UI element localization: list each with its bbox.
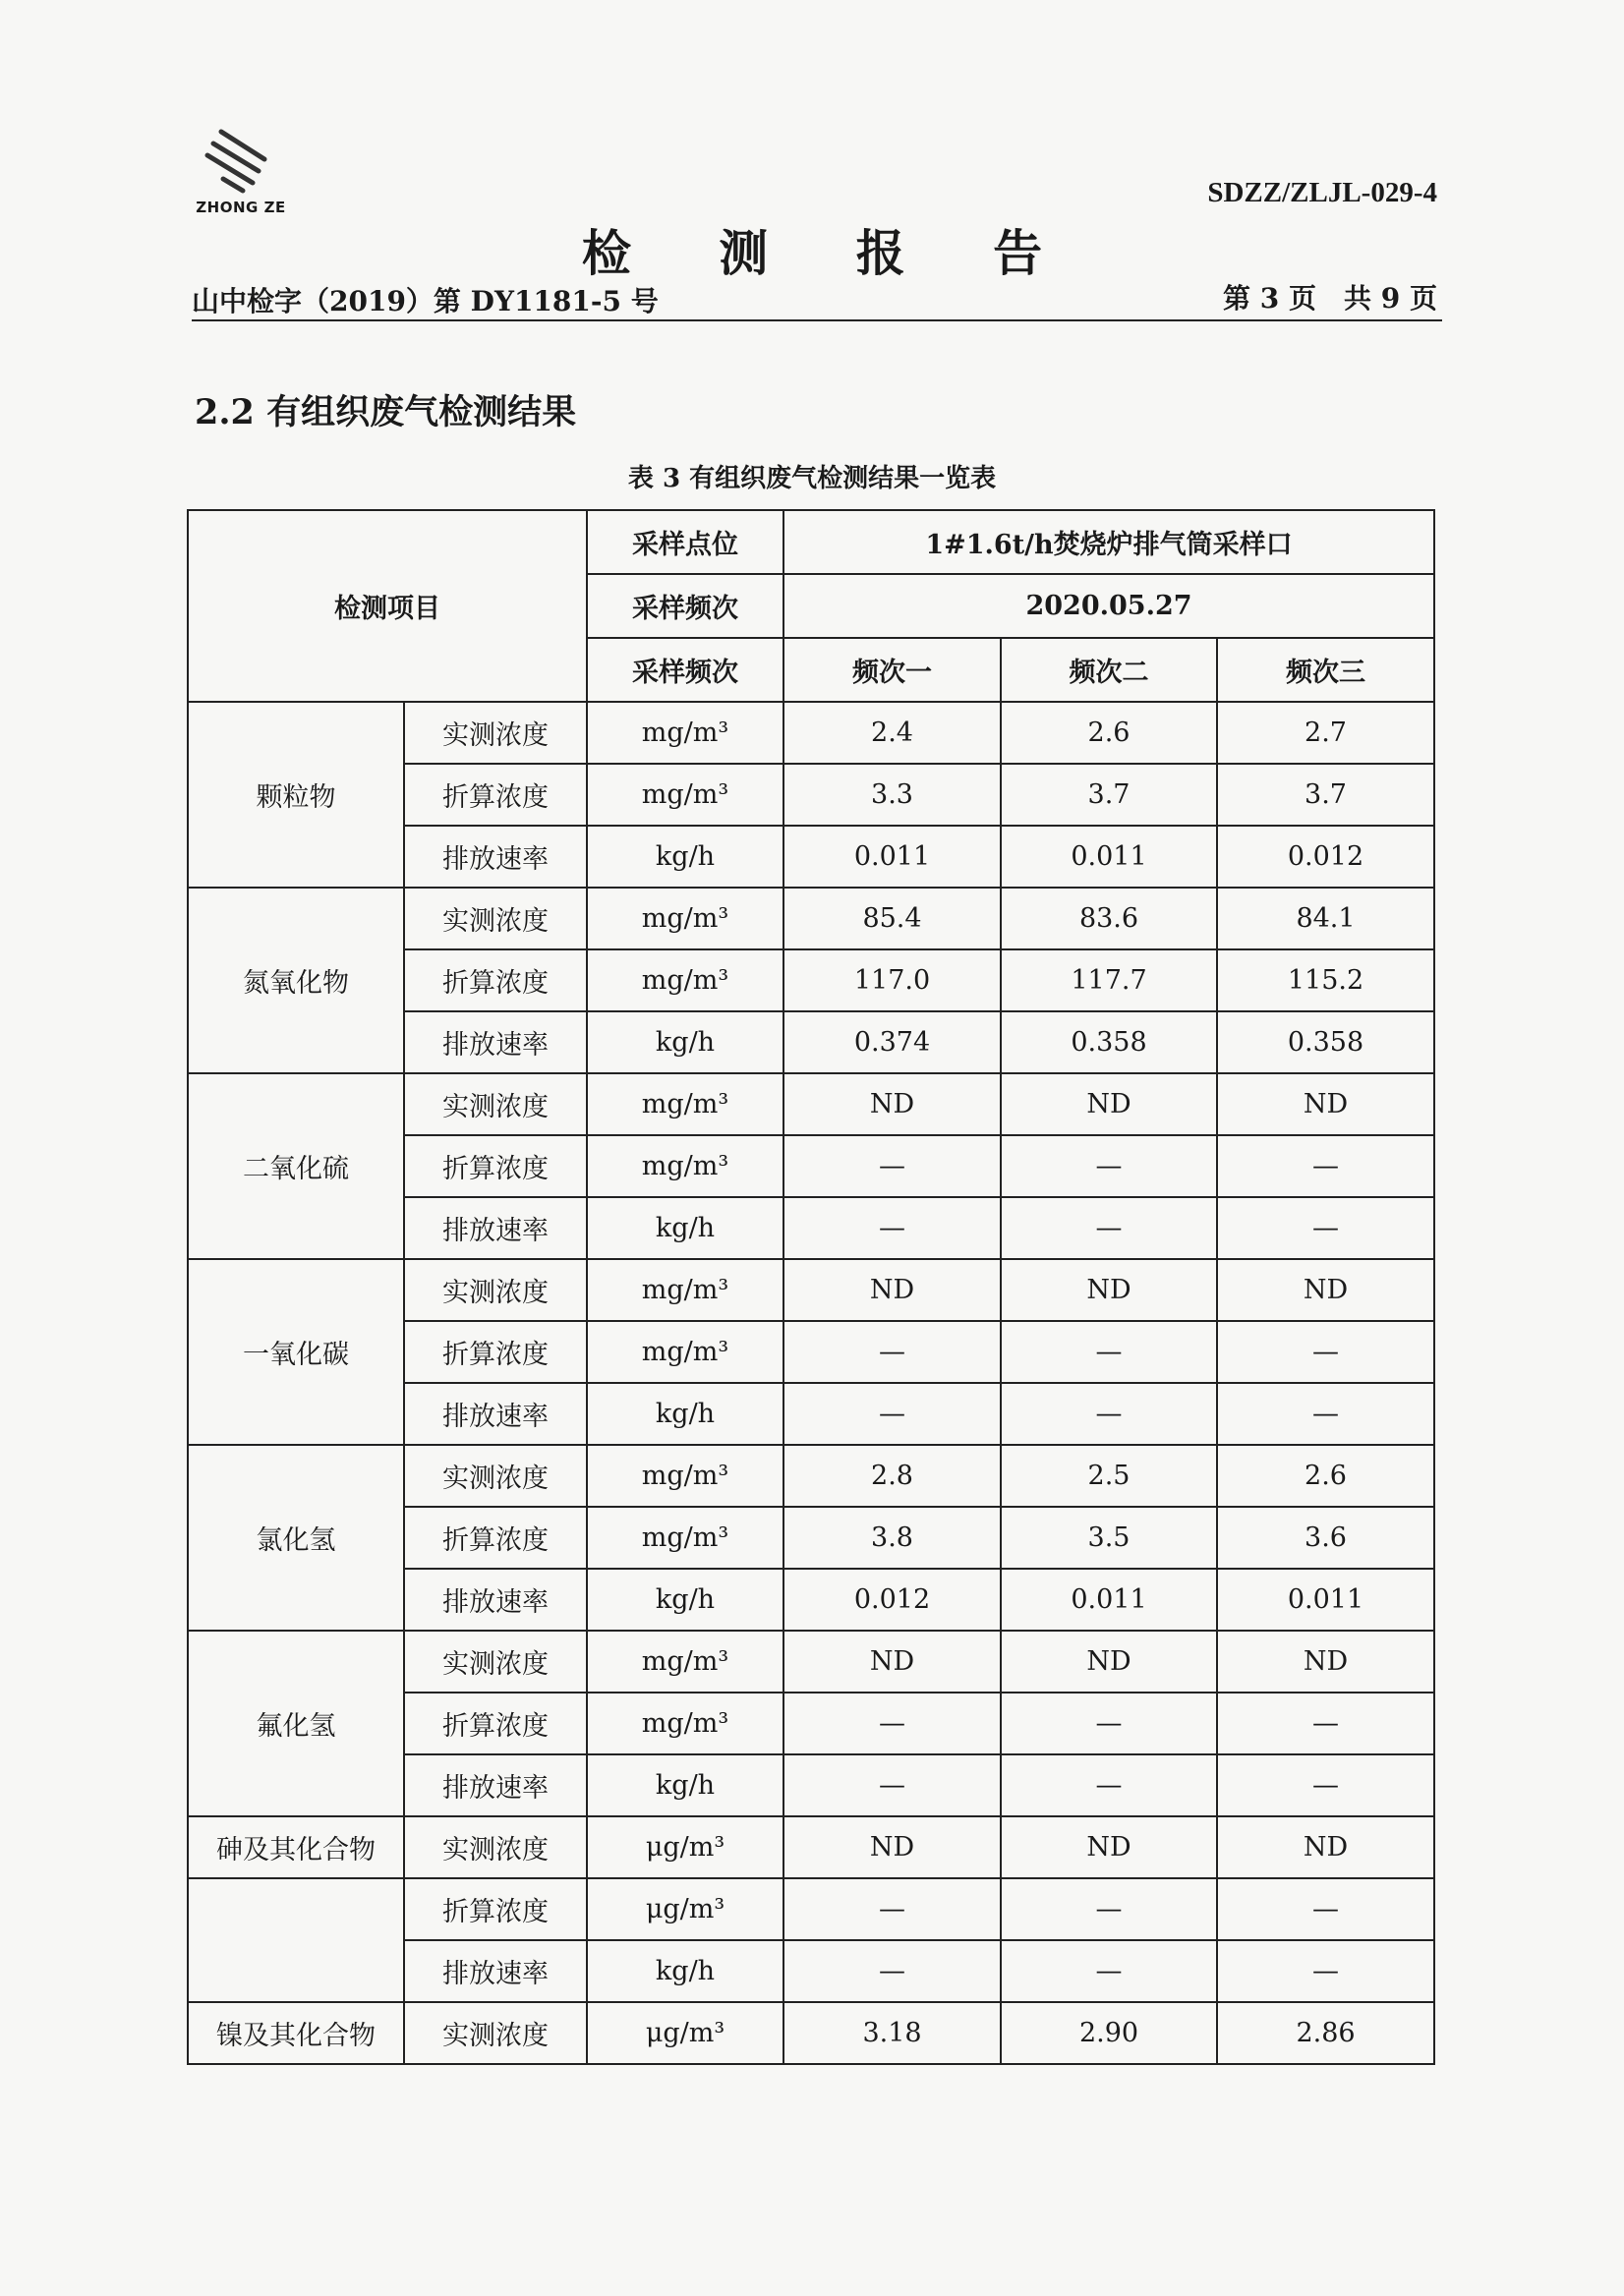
unit-cell: mg/m³ [587, 1445, 783, 1507]
value-cell: 0.374 [783, 1011, 1001, 1073]
parameter-name: 折算浓度 [404, 1693, 587, 1754]
value-cell: 3.7 [1217, 764, 1434, 826]
page-title: 检 测 报 告 [581, 224, 1078, 282]
value-cell: ND [1217, 1631, 1434, 1693]
value-cell: 83.6 [1001, 888, 1217, 949]
parameter-name: 实测浓度 [404, 888, 587, 949]
parameter-name: 折算浓度 [404, 1135, 587, 1197]
value-cell: — [1001, 1197, 1217, 1259]
frequency-header: 频次二 [1001, 638, 1217, 702]
value-cell: 3.7 [1001, 764, 1217, 826]
parameter-name: 排放速率 [404, 1383, 587, 1445]
company-logo [192, 126, 286, 219]
value-cell: — [783, 1383, 1001, 1445]
value-cell: 85.4 [783, 888, 1001, 949]
value-cell: ND [1001, 1631, 1217, 1693]
value-cell: — [1001, 1940, 1217, 2002]
value-cell: 3.6 [1217, 1507, 1434, 1569]
value-cell: ND [783, 1816, 1001, 1878]
value-cell: ND [1001, 1073, 1217, 1135]
table-row [188, 1816, 1434, 1878]
row-label-location: 采样点位 [587, 510, 783, 574]
unit-cell: kg/h [587, 1940, 783, 2002]
value-cell: 117.0 [783, 949, 1001, 1011]
pollutant-name: 氯化氢 [188, 1445, 404, 1631]
table-caption: 表 3 有组织废气检测结果一览表 [627, 464, 997, 493]
unit-cell: mg/m³ [587, 1321, 783, 1383]
section-title: 2.2 有组织废气检测结果 [195, 392, 577, 432]
unit-cell: mg/m³ [587, 1631, 783, 1693]
value-cell: ND [1001, 1816, 1217, 1878]
value-cell: 3.3 [783, 764, 1001, 826]
unit-cell: mg/m³ [587, 1073, 783, 1135]
value-cell: — [1217, 1383, 1434, 1445]
value-cell: — [783, 1878, 1001, 1940]
value-cell: — [1217, 1321, 1434, 1383]
parameter-name: 实测浓度 [404, 2002, 587, 2064]
parameter-name: 排放速率 [404, 1940, 587, 2002]
table-header-row [188, 510, 1434, 574]
value-cell: 0.011 [1001, 826, 1217, 888]
unit-cell: mg/m³ [587, 1135, 783, 1197]
unit-cell: kg/h [587, 1754, 783, 1816]
unit-cell: mg/m³ [587, 888, 783, 949]
pollutant-name: 颗粒物 [188, 702, 404, 888]
parameter-name: 排放速率 [404, 1011, 587, 1073]
unit-cell: mg/m³ [587, 949, 783, 1011]
value-cell: 115.2 [1217, 949, 1434, 1011]
pollutant-name: 镍及其化合物 [188, 2002, 404, 2064]
unit-cell: μg/m³ [587, 1878, 783, 1940]
value-cell: 2.6 [1001, 702, 1217, 764]
value-cell: ND [783, 1073, 1001, 1135]
unit-cell: μg/m³ [587, 2002, 783, 2064]
unit-cell: kg/h [587, 1011, 783, 1073]
value-cell: 0.358 [1217, 1011, 1434, 1073]
table-row [188, 702, 1434, 764]
value-cell: 3.18 [783, 2002, 1001, 2064]
value-cell: — [1217, 1693, 1434, 1754]
unit-cell: mg/m³ [587, 1507, 783, 1569]
parameter-name: 排放速率 [404, 1754, 587, 1816]
table-row [188, 1878, 1434, 1940]
value-cell: — [1217, 1878, 1434, 1940]
value-cell: — [1001, 1135, 1217, 1197]
logo-text: ZHONG ZE [196, 199, 286, 216]
table-row [188, 2002, 1434, 2064]
pollutant-name: 氮氧化物 [188, 888, 404, 1073]
value-cell: 2.7 [1217, 702, 1434, 764]
pollutant-name: 一氧化碳 [188, 1259, 404, 1445]
unit-cell: kg/h [587, 826, 783, 888]
parameter-name: 折算浓度 [404, 949, 587, 1011]
value-cell: 84.1 [1217, 888, 1434, 949]
results-table [187, 509, 1435, 2065]
frequency-header: 频次一 [783, 638, 1001, 702]
value-cell: — [1001, 1754, 1217, 1816]
pollutant-name: 砷及其化合物 [188, 1816, 404, 1878]
table-row [188, 1445, 1434, 1507]
value-cell: 2.86 [1217, 2002, 1434, 2064]
value-cell: — [783, 1321, 1001, 1383]
value-cell: — [783, 1693, 1001, 1754]
value-cell: 3.5 [1001, 1507, 1217, 1569]
value-cell: ND [783, 1631, 1001, 1693]
header-divider [192, 319, 1442, 321]
parameter-name: 折算浓度 [404, 1878, 587, 1940]
value-cell: ND [1217, 1816, 1434, 1878]
value-cell: 117.7 [1001, 949, 1217, 1011]
sampling-date: 2020.05.27 [783, 574, 1434, 638]
unit-cell: mg/m³ [587, 764, 783, 826]
unit-cell: kg/h [587, 1197, 783, 1259]
pollutant-name: 二氧化硫 [188, 1073, 404, 1259]
parameter-name: 排放速率 [404, 1569, 587, 1631]
value-cell: 0.012 [783, 1569, 1001, 1631]
unit-cell: mg/m³ [587, 1259, 783, 1321]
unit-cell: mg/m³ [587, 702, 783, 764]
parameter-name: 实测浓度 [404, 1816, 587, 1878]
pollutant-name: 氟化氢 [188, 1631, 404, 1816]
table-row [188, 1073, 1434, 1135]
value-cell: — [783, 1197, 1001, 1259]
unit-cell: kg/h [587, 1569, 783, 1631]
value-cell: 2.4 [783, 702, 1001, 764]
parameter-name: 实测浓度 [404, 1073, 587, 1135]
value-cell: ND [1001, 1259, 1217, 1321]
row-label-frequency: 采样频次 [587, 638, 783, 702]
item-header-cell: 检测项目 [188, 510, 587, 702]
parameter-name: 折算浓度 [404, 1507, 587, 1569]
parameter-name: 实测浓度 [404, 1445, 587, 1507]
row-label-frequency: 采样频次 [587, 574, 783, 638]
value-cell: — [783, 1940, 1001, 2002]
pollutant-name [188, 1878, 404, 2002]
parameter-name: 折算浓度 [404, 764, 587, 826]
value-cell: — [1217, 1135, 1434, 1197]
value-cell: — [1217, 1754, 1434, 1816]
value-cell: — [1001, 1321, 1217, 1383]
document-code: SDZZ/ZLJL-029-4 [1207, 177, 1437, 208]
parameter-name: 实测浓度 [404, 1631, 587, 1693]
parameter-name: 实测浓度 [404, 1259, 587, 1321]
parameter-name: 排放速率 [404, 1197, 587, 1259]
value-cell: 0.358 [1001, 1011, 1217, 1073]
value-cell: — [1001, 1693, 1217, 1754]
value-cell: 2.6 [1217, 1445, 1434, 1507]
table-row [188, 888, 1434, 949]
value-cell: ND [783, 1259, 1001, 1321]
value-cell: 0.011 [783, 826, 1001, 888]
parameter-name: 排放速率 [404, 826, 587, 888]
value-cell: 0.011 [1001, 1569, 1217, 1631]
frequency-header: 频次三 [1217, 638, 1434, 702]
value-cell: 0.011 [1217, 1569, 1434, 1631]
table-row [188, 1631, 1434, 1693]
parameter-name: 实测浓度 [404, 702, 587, 764]
value-cell: — [1217, 1940, 1434, 2002]
value-cell: — [1001, 1383, 1217, 1445]
unit-cell: mg/m³ [587, 1693, 783, 1754]
value-cell: 2.5 [1001, 1445, 1217, 1507]
unit-cell: μg/m³ [587, 1816, 783, 1878]
value-cell: 0.012 [1217, 826, 1434, 888]
value-cell: ND [1217, 1073, 1434, 1135]
value-cell: — [1217, 1197, 1434, 1259]
value-cell: 3.8 [783, 1507, 1001, 1569]
value-cell: 2.90 [1001, 2002, 1217, 2064]
page-number: 第 3 页 共 9 页 [1223, 282, 1437, 315]
sampling-location: 1#1.6t/h焚烧炉排气筒采样口 [783, 510, 1434, 574]
parameter-name: 折算浓度 [404, 1321, 587, 1383]
value-cell: — [783, 1754, 1001, 1816]
value-cell: — [783, 1135, 1001, 1197]
report-number: 山中检字（2019）第 DY1181-5 号 [192, 285, 659, 317]
table-row [188, 1259, 1434, 1321]
value-cell: — [1001, 1878, 1217, 1940]
value-cell: ND [1217, 1259, 1434, 1321]
unit-cell: kg/h [587, 1383, 783, 1445]
value-cell: 2.8 [783, 1445, 1001, 1507]
logo-stripes-icon [203, 126, 277, 195]
